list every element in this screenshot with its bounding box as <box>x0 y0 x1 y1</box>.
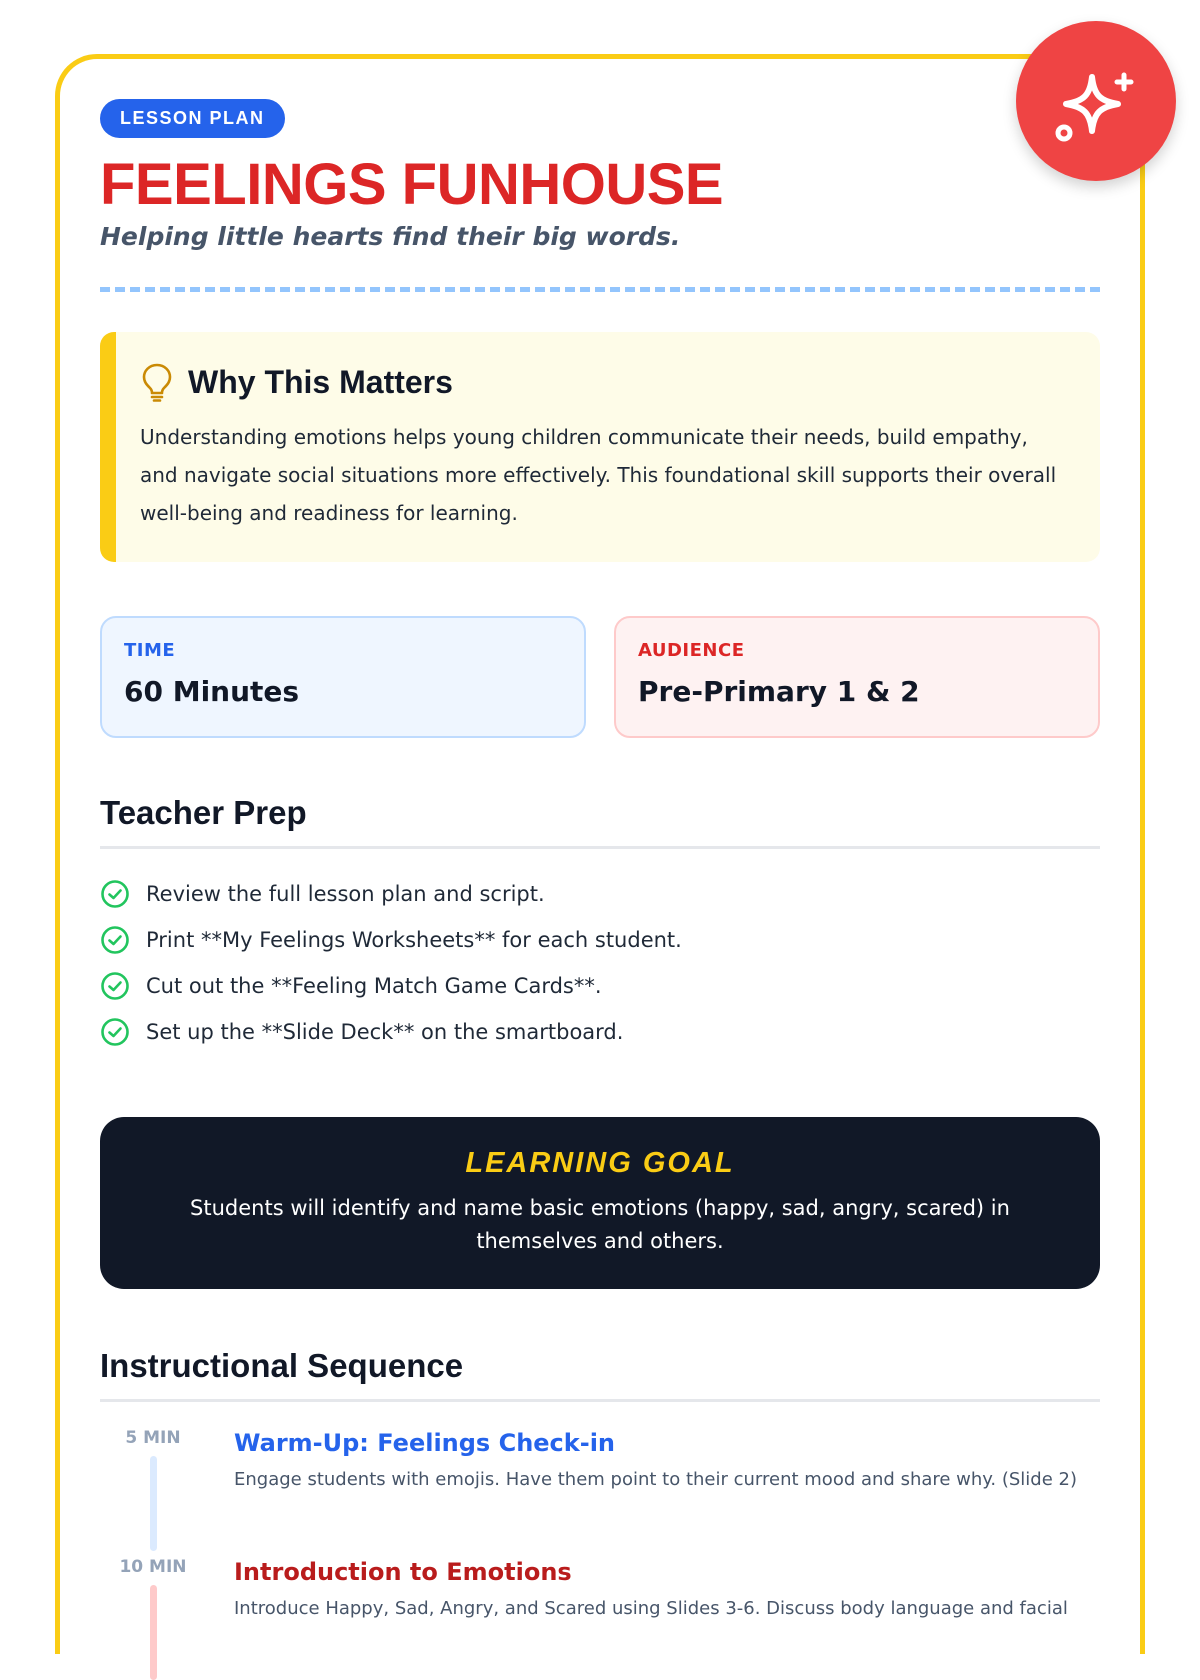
check-circle-icon <box>100 1017 130 1047</box>
dashed-divider <box>100 287 1100 292</box>
list-item <box>100 1009 1100 1055</box>
audience-label: AUDIENCE <box>638 640 745 661</box>
learning-goal-text: Students will identify and name basic emotions (happy, sad, angry, scared) in themselves and others. <box>190 1196 1010 1253</box>
why-title: Why This Matters <box>188 363 453 400</box>
check-circle-icon <box>100 971 130 1001</box>
time-card <box>100 616 586 738</box>
list-item <box>100 963 1100 1009</box>
step-body <box>234 1428 1100 1551</box>
lesson-plan-card <box>55 54 1145 1654</box>
timeline-bar <box>150 1585 157 1680</box>
learning-goal-title: LEARNING GOAL <box>465 1147 735 1179</box>
prep-item-text: Cut out the **Feeling Match Game Cards**. <box>146 974 602 998</box>
prep-item-text: Review the full lesson plan and script. <box>146 882 545 906</box>
instructional-sequence-heading: Instructional Sequence <box>100 1347 1100 1402</box>
time-value: 60 Minutes <box>124 675 300 708</box>
sequence-step <box>100 1557 1100 1680</box>
lightbulb-icon <box>140 362 174 402</box>
check-circle-icon <box>100 879 130 909</box>
step-duration: 10 MIN <box>119 1557 187 1577</box>
time-label: TIME <box>124 640 176 661</box>
page-subtitle: Helping little hearts find their big words. <box>100 222 681 251</box>
step-time-column <box>100 1557 206 1680</box>
page-title: FEELINGS FUNHOUSE <box>100 152 724 217</box>
step-title: Introduction to Emotions <box>234 1558 572 1586</box>
step-title: Warm-Up: Feelings Check-in <box>234 1429 616 1457</box>
sequence-step <box>100 1428 1100 1551</box>
audience-card <box>614 616 1100 738</box>
list-item <box>100 871 1100 917</box>
step-description: Engage students with emojis. Have them point to their current mood and share why. (Slide 2) <box>234 1469 1077 1490</box>
learning-goal-banner <box>100 1117 1100 1289</box>
instructional-sequence <box>100 1428 1100 1680</box>
timeline-bar <box>150 1456 157 1551</box>
step-description: Introduce Happy, Sad, Angry, and Scared using Slides 3-6. Discuss body language and facial <box>234 1598 1068 1619</box>
step-body <box>234 1557 1100 1680</box>
teacher-prep-list <box>100 871 1100 1055</box>
why-this-matters-callout <box>100 332 1100 562</box>
list-item <box>100 917 1100 963</box>
step-time-column <box>100 1428 206 1551</box>
teacher-prep-heading: Teacher Prep <box>100 794 1100 849</box>
lesson-meta <box>100 616 1100 738</box>
prep-item-text: Print **My Feelings Worksheets** for each student. <box>146 928 682 952</box>
why-body: Understanding emotions helps young children communicate their needs, build empathy, and navigate social situations more effectively. This foundational skill supports their overall well-being and readiness for learning. <box>140 425 1057 525</box>
audience-value: Pre-Primary 1 & 2 <box>638 675 920 708</box>
step-duration: 5 MIN <box>125 1428 181 1448</box>
prep-item-text: Set up the **Slide Deck** on the smartboard. <box>146 1020 624 1044</box>
lesson-plan-badge: LESSON PLAN <box>100 99 285 138</box>
check-circle-icon <box>100 925 130 955</box>
